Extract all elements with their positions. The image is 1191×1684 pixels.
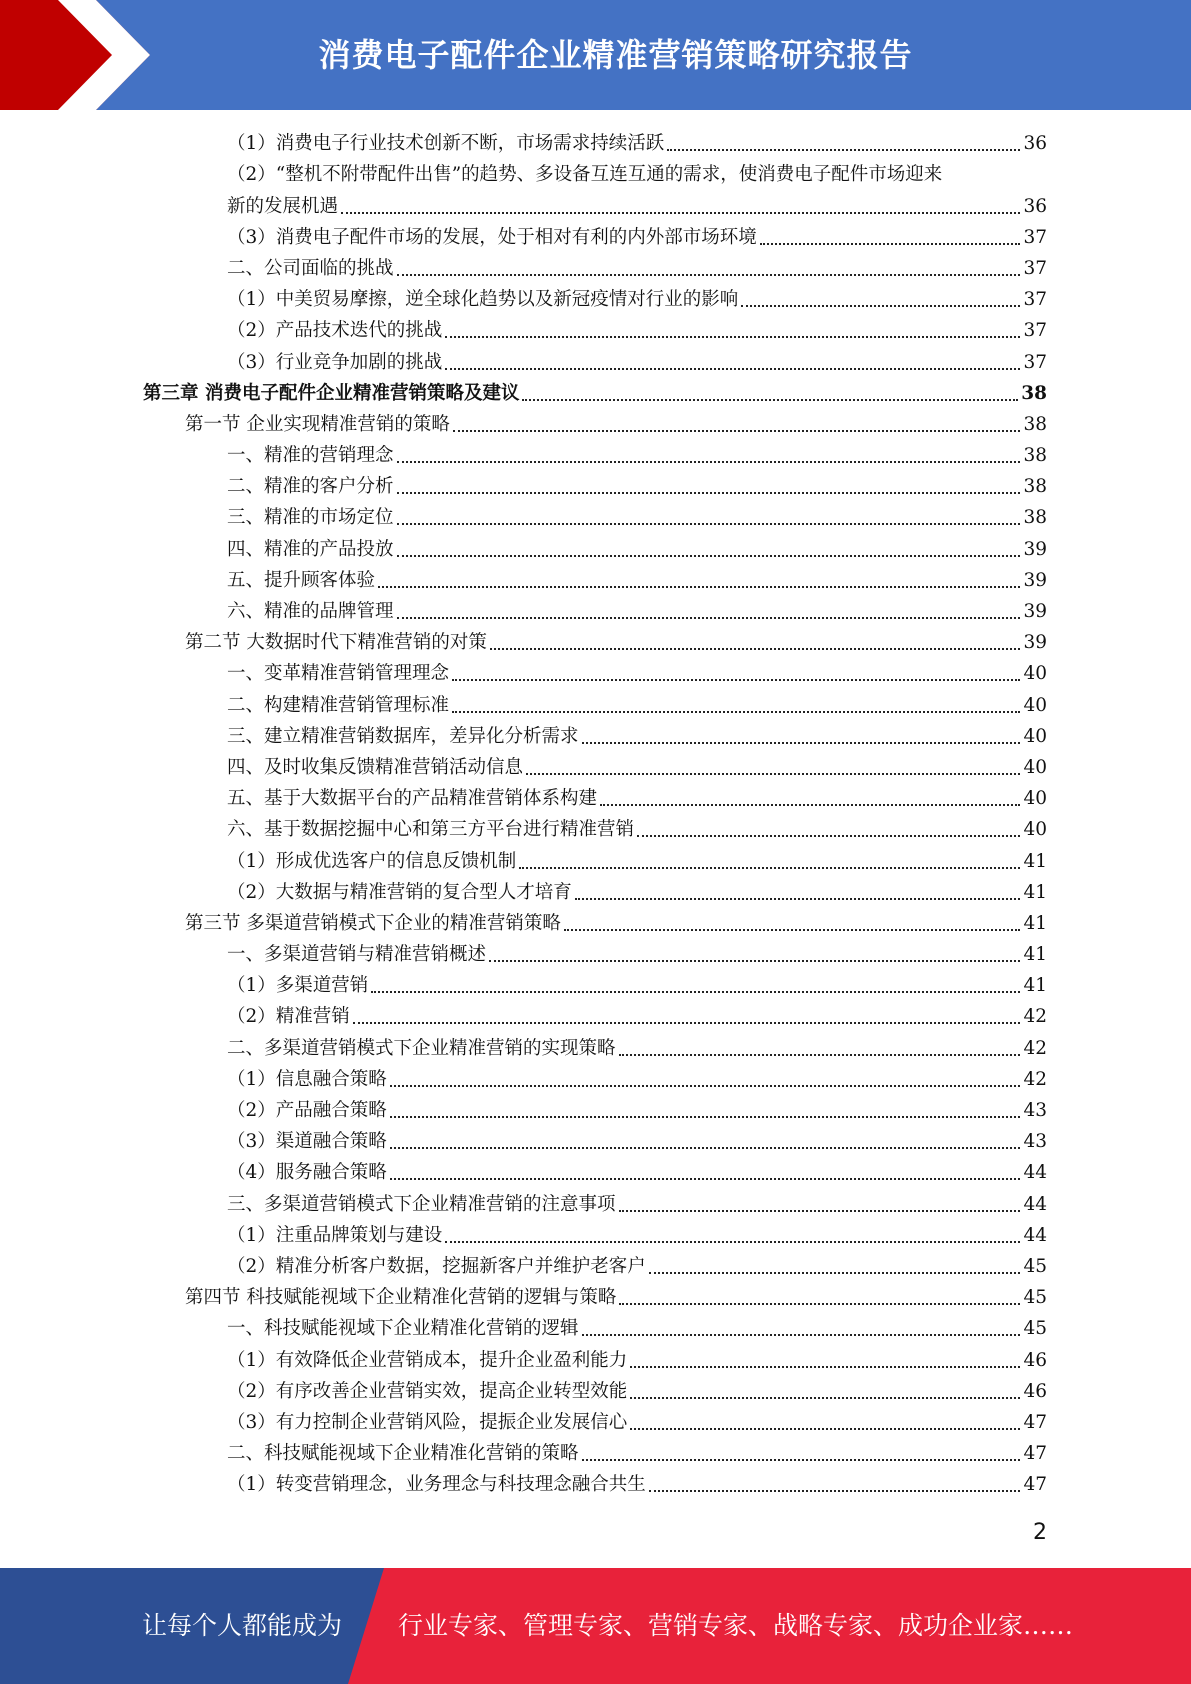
- toc-entry-title: （2）精准营销: [227, 1006, 350, 1028]
- toc-entry-title: 三、多渠道营销模式下企业精准营销的注意事项: [227, 1193, 616, 1215]
- toc-entry-title: 二、公司面临的挑战: [227, 257, 394, 279]
- toc-entry-page: 43: [1023, 1131, 1047, 1153]
- toc-entry-title: 二、多渠道营销模式下企业精准营销的实现策略: [227, 1037, 616, 1059]
- toc-dot-leader: [452, 711, 1020, 713]
- toc-entry-title: （3）有力控制企业营销风险，提振企业发展信心: [227, 1411, 628, 1433]
- toc-dot-leader: [390, 1178, 1021, 1180]
- toc-entry-title: 第二节 大数据时代下精准营销的对策: [185, 632, 487, 654]
- toc-dot-leader: [649, 1272, 1021, 1274]
- toc-entry-title: （1）信息融合策略: [227, 1068, 387, 1090]
- toc-entry-title: 二、构建精准营销管理标准: [227, 694, 450, 716]
- toc-entry-title: 二、科技赋能视域下企业精准化营销的策略: [227, 1443, 579, 1465]
- toc-entry-page: 41: [1023, 975, 1047, 997]
- toc-dot-leader: [741, 305, 1020, 307]
- table-of-contents: [0, 129, 1191, 1501]
- toc-entry-page: 37: [1023, 257, 1047, 279]
- toc-entry-page: 45: [1023, 1287, 1047, 1309]
- toc-dot-leader: [489, 960, 1020, 962]
- toc-entry[interactable]: [0, 379, 1191, 410]
- toc-dot-leader: [522, 399, 1018, 401]
- toc-entry-page: 42: [1023, 1006, 1047, 1028]
- toc-dot-leader: [452, 679, 1020, 681]
- toc-entry-title: 五、提升顾客体验: [227, 569, 376, 591]
- toc-entry-title: （2）产品融合策略: [227, 1100, 387, 1121]
- toc-entry[interactable]: [0, 1065, 1191, 1096]
- toc-entry-page: 42: [1023, 1068, 1047, 1090]
- toc-entry-title: （4）服务融合策略: [227, 1162, 387, 1184]
- toc-entry-page: 38: [1023, 445, 1047, 467]
- toc-entry[interactable]: [0, 784, 1191, 815]
- toc-entry-title: （3）行业竞争加剧的挑战: [227, 351, 443, 373]
- toc-entry[interactable]: [0, 1470, 1191, 1501]
- toc-dot-leader: [582, 742, 1021, 744]
- toc-entry-page: 37: [1023, 320, 1047, 342]
- toc-entry[interactable]: [0, 347, 1191, 378]
- toc-dot-leader: [667, 149, 1020, 151]
- toc-dot-leader: [397, 461, 1021, 463]
- page-header: [0, 0, 1191, 110]
- toc-entry-title: 第三节 多渠道营销模式下企业的精准营销策略: [185, 912, 561, 934]
- toc-entry[interactable]: [0, 909, 1191, 940]
- toc-entry-page: 44: [1023, 1162, 1047, 1184]
- toc-entry-page: 39: [1023, 538, 1047, 560]
- toc-entry[interactable]: [0, 1377, 1191, 1408]
- toc-entry[interactable]: [0, 1158, 1191, 1189]
- toc-dot-leader: [341, 212, 1020, 214]
- toc-dot-leader: [397, 555, 1021, 557]
- toc-entry-title: 一、变革精准营销管理理念: [227, 663, 450, 685]
- toc-dot-leader: [619, 1210, 1021, 1212]
- toc-dot-leader: [630, 1397, 1020, 1399]
- toc-entry-title: 三、精准的市场定位: [227, 507, 394, 529]
- toc-dot-leader: [453, 430, 1021, 432]
- toc-entry-title: 第一节 企业实现精准营销的策略: [185, 413, 450, 435]
- toc-entry[interactable]: [0, 1439, 1191, 1470]
- toc-entry-page: 40: [1023, 663, 1047, 685]
- toc-dot-leader: [445, 1241, 1020, 1243]
- toc-entry-title: （3）消费电子配件市场的发展，处于相对有利的内外部市场环境: [227, 226, 757, 248]
- toc-dot-leader: [637, 835, 1020, 837]
- toc-entry-title: 第三章 消费电子配件企业精准营销策略及建议: [143, 382, 520, 404]
- footer-slogan-right: 行业专家、管理专家、营销专家、战略专家、成功企业家……: [398, 1611, 1074, 1640]
- toc-dot-leader: [619, 1054, 1021, 1056]
- toc-entry-page: 46: [1023, 1380, 1047, 1402]
- toc-entry-page: 36: [1023, 133, 1047, 155]
- toc-dot-leader: [582, 1459, 1021, 1461]
- toc-entry[interactable]: [0, 690, 1191, 721]
- toc-entry[interactable]: [0, 503, 1191, 534]
- toc-entry[interactable]: [0, 659, 1191, 690]
- toc-entry[interactable]: [0, 254, 1191, 285]
- toc-entry-title: （2）大数据与精准营销的复合型人才培育: [227, 881, 572, 903]
- toc-entry[interactable]: [0, 1096, 1191, 1127]
- toc-entry-page: 39: [1023, 632, 1047, 654]
- toc-dot-leader: [619, 1303, 1020, 1305]
- toc-entry[interactable]: [0, 441, 1191, 472]
- toc-entry-page: 46: [1023, 1349, 1047, 1371]
- toc-entry[interactable]: [0, 566, 1191, 597]
- toc-entry-title: 三、建立精准营销数据库，差异化分析需求: [227, 725, 579, 747]
- toc-entry-title: （1）中美贸易摩擦，逆全球化趋势以及新冠疫情对行业的影响: [227, 289, 739, 311]
- toc-entry-page: 40: [1023, 819, 1047, 841]
- toc-dot-leader: [397, 274, 1021, 276]
- footer-slogan-left: 让每个人都能成为: [142, 1611, 343, 1640]
- toc-entry-title: 一、科技赋能视域下企业精准化营销的逻辑: [227, 1318, 579, 1340]
- toc-entry-title: （2）有序改善企业营销实效，提高企业转型效能: [227, 1380, 628, 1402]
- toc-entry-title: （1）有效降低企业营销成本，提升企业盈利能力: [227, 1349, 628, 1371]
- toc-dot-leader: [600, 804, 1020, 806]
- toc-entry[interactable]: [0, 472, 1191, 503]
- toc-entry-page: 40: [1023, 694, 1047, 716]
- toc-dot-leader: [445, 368, 1020, 370]
- toc-entry[interactable]: [0, 1002, 1191, 1033]
- toc-entry-page: 41: [1023, 912, 1047, 934]
- toc-entry-page: 42: [1023, 1037, 1047, 1059]
- toc-entry-title: （1）注重品牌策划与建设: [227, 1224, 443, 1246]
- toc-entry[interactable]: [0, 1345, 1191, 1376]
- report-title: 消费电子配件企业精准营销策略研究报告: [318, 36, 913, 74]
- toc-entry-page: 47: [1023, 1443, 1047, 1465]
- toc-entry[interactable]: [0, 316, 1191, 347]
- toc-entry[interactable]: [0, 1283, 1191, 1314]
- toc-entry-title: 新的发展机遇: [227, 195, 339, 217]
- toc-entry-title: （2）产品技术迭代的挑战: [227, 320, 443, 342]
- toc-entry-page: 41: [1023, 944, 1047, 966]
- toc-dot-leader: [564, 929, 1021, 931]
- toc-entry-title: （2）精准分析客户数据，挖掘新客户并维护老客户: [227, 1255, 646, 1277]
- page-number: 2: [1033, 1520, 1047, 1545]
- toc-dot-leader: [582, 1334, 1021, 1336]
- toc-entry-page: 37: [1023, 226, 1047, 248]
- toc-entry[interactable]: [0, 285, 1191, 316]
- toc-entry[interactable]: [0, 846, 1191, 877]
- toc-dot-leader: [575, 898, 1021, 900]
- toc-entry[interactable]: [0, 815, 1191, 846]
- toc-entry-title: （1）多渠道营销: [227, 975, 369, 997]
- toc-entry[interactable]: [0, 628, 1191, 659]
- toc-entry-page: 38: [1023, 507, 1047, 529]
- toc-dot-leader: [519, 867, 1020, 869]
- toc-entry-title: 第四节 科技赋能视域下企业精准化营销的逻辑与策略: [185, 1287, 617, 1309]
- toc-dot-leader: [397, 523, 1021, 525]
- toc-entry[interactable]: [0, 1408, 1191, 1439]
- toc-entry[interactable]: [0, 129, 1191, 160]
- toc-dot-leader: [371, 991, 1020, 993]
- toc-dot-leader: [490, 648, 1021, 650]
- toc-entry-title: 四、精准的产品投放: [227, 538, 394, 560]
- toc-entry-page: 45: [1023, 1255, 1047, 1277]
- toc-entry-title: 四、及时收集反馈精准营销活动信息: [227, 756, 524, 778]
- toc-dot-leader: [760, 243, 1021, 245]
- toc-entry[interactable]: [0, 191, 1191, 222]
- toc-entry-page: 44: [1023, 1193, 1047, 1215]
- toc-entry-page: 38: [1021, 382, 1047, 404]
- toc-entry[interactable]: [0, 160, 1191, 191]
- toc-entry[interactable]: [0, 1252, 1191, 1283]
- toc-entry-page: 37: [1023, 289, 1047, 311]
- toc-dot-leader: [378, 586, 1020, 588]
- toc-entry-page: 41: [1023, 881, 1047, 903]
- toc-dot-leader: [649, 1490, 1021, 1492]
- toc-entry-title: 五、基于大数据平台的产品精准营销体系构建: [227, 788, 598, 810]
- toc-entry-title: （3）渠道融合策略: [227, 1131, 387, 1153]
- toc-entry[interactable]: [0, 1033, 1191, 1064]
- toc-dot-leader: [390, 1116, 1021, 1118]
- toc-entry-page: 38: [1023, 476, 1047, 498]
- toc-entry-page: 40: [1023, 788, 1047, 810]
- toc-entry-page: 38: [1023, 413, 1047, 435]
- toc-entry-page: 47: [1023, 1411, 1047, 1433]
- toc-dot-leader: [397, 492, 1021, 494]
- toc-dot-leader: [397, 617, 1021, 619]
- toc-entry-title: 六、精准的品牌管理: [227, 601, 394, 622]
- page-footer: [0, 1568, 1191, 1684]
- toc-entry-title: 一、多渠道营销与精准营销概述: [227, 944, 487, 966]
- toc-entry-title: （1）转变营销理念，业务理念与科技理念融合共生: [227, 1474, 646, 1496]
- toc-dot-leader: [353, 1022, 1021, 1024]
- toc-entry-page: 36: [1023, 195, 1047, 217]
- toc-dot-leader: [630, 1428, 1020, 1430]
- toc-entry[interactable]: [0, 878, 1191, 909]
- toc-entry-title: （2）“整机不附带配件出售”的趋势、多设备互连互通的需求，使消费电子配件市场迎来: [227, 164, 943, 186]
- toc-entry[interactable]: [0, 1314, 1191, 1345]
- toc-entry[interactable]: [0, 1189, 1191, 1220]
- toc-dot-leader: [630, 1366, 1020, 1368]
- toc-dot-leader: [390, 1085, 1021, 1087]
- toc-dot-leader: [445, 336, 1020, 338]
- toc-entry[interactable]: [0, 597, 1191, 628]
- toc-dot-leader: [526, 773, 1020, 775]
- toc-entry[interactable]: [0, 1221, 1191, 1252]
- toc-entry-title: 一、精准的营销理念: [227, 445, 394, 467]
- toc-entry-page: 39: [1023, 569, 1047, 591]
- toc-entry[interactable]: [0, 1127, 1191, 1158]
- toc-entry[interactable]: [0, 753, 1191, 784]
- toc-entry-title: （1）形成优选客户的信息反馈机制: [227, 850, 517, 872]
- toc-entry-page: 37: [1023, 351, 1047, 373]
- toc-entry-title: （1）消费电子行业技术创新不断，市场需求持续活跃: [227, 133, 665, 155]
- toc-entry-page: 47: [1023, 1474, 1047, 1496]
- toc-entry[interactable]: [0, 534, 1191, 565]
- toc-entry-page: 40: [1023, 756, 1047, 778]
- toc-entry-page: 43: [1023, 1100, 1047, 1121]
- toc-entry-page: 39: [1023, 601, 1047, 622]
- toc-entry-page: 41: [1023, 850, 1047, 872]
- toc-entry-page: 40: [1023, 725, 1047, 747]
- toc-entry[interactable]: [0, 940, 1191, 971]
- toc-entry[interactable]: [0, 223, 1191, 254]
- toc-entry-title: 六、基于数据挖掘中心和第三方平台进行精准营销: [227, 819, 635, 841]
- toc-entry[interactable]: [0, 410, 1191, 441]
- toc-entry[interactable]: [0, 971, 1191, 1002]
- toc-entry-title: 二、精准的客户分析: [227, 476, 394, 498]
- toc-dot-leader: [390, 1147, 1021, 1149]
- toc-entry[interactable]: [0, 722, 1191, 753]
- toc-entry-page: 44: [1023, 1224, 1047, 1246]
- toc-entry-page: 45: [1023, 1318, 1047, 1340]
